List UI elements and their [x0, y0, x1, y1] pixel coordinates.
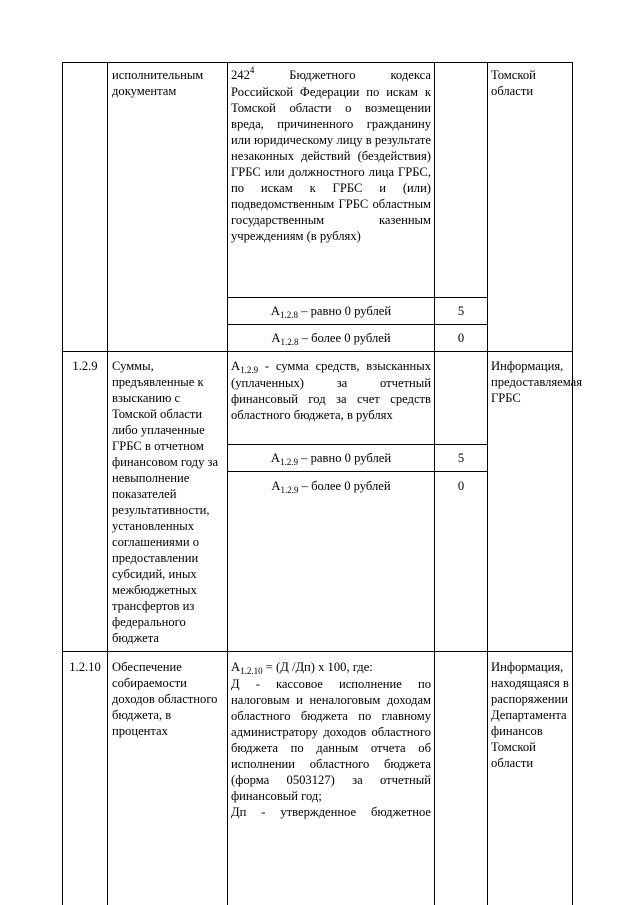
- definition-dp: Дп - утвержденное бюджетное: [231, 805, 431, 819]
- article-superscript: 4: [249, 65, 255, 75]
- article-number: 242: [231, 68, 250, 82]
- column-divider: [107, 62, 108, 905]
- indicator-name: исполнительным документам: [112, 68, 204, 98]
- score-value: 5: [457, 451, 465, 465]
- row-divider: [62, 651, 573, 652]
- score-condition: $А_{1.2.8}$ – более 0 рублей: [271, 331, 391, 347]
- row-number: 1.2.9: [72, 359, 98, 373]
- score-condition: $А_{1.2.8}$ – равно 0 рублей: [270, 304, 392, 320]
- data-source: Информация, предоставляемая ГРБС: [491, 359, 583, 405]
- data-source: Информация, находящаяся в распоряжении Департамента финансов Томской области: [491, 660, 569, 770]
- source-cell: [491, 67, 571, 99]
- score-divider: [227, 444, 487, 445]
- score-condition: $А_{1.2.9}$ – равно 0 рублей: [270, 451, 392, 467]
- indicator-name-cell: [112, 358, 224, 646]
- formula-description: Бюджетного кодекса Российской Федерации по искам к Томской области о возмещении вреда, причиненного гражданину или юридическому лицу в результате незаконных действий (бездействия) ГРБС или должностного лица ГРБС, по искам к ГРБС и (или) подведомственным ГРБС областным государственным казенным учреждениям (в рублях): [231, 68, 431, 243]
- score-divider: [227, 297, 487, 298]
- definition-d: Д - кассовое исполнение по налоговым и неналоговым доходам областного бюджета по главному администратору доходов областного бюджета по данным отчета об исполнении областного бюджета (форма 0503127) за отчетный финансовый год;: [231, 677, 431, 803]
- score-divider: [227, 471, 487, 472]
- formula-cell: $А_{1.2.9}$ - сумма средств, взысканных (уплаченных) за отчетный финансовый год за счет средств областного бюджета, в рублях: [231, 359, 431, 422]
- indicator-name-cell: [112, 659, 224, 739]
- score-value: 5: [457, 304, 465, 318]
- indicator-name: Обеспечение собираемости доходов областного бюджета, в процентах: [112, 660, 218, 738]
- indicator-name-cell: [112, 67, 224, 99]
- indicator-name: Суммы, предъявленные к взысканию с Томской области либо уплаченные ГРБС в отчетном финансовом году за невыполнение показателей результативности, установленных соглашениями о предоставлении субсидий, иных межбюджетных трансфертов из федерального бюджета: [112, 359, 219, 645]
- row-divider: [62, 351, 573, 352]
- table-border-left: [62, 62, 63, 905]
- score-value: 0: [457, 331, 465, 345]
- formula-description: - сумма средств, взысканных (уплаченных) за отчетный финансовый год за счет средств областного бюджета, в рублях: [231, 359, 431, 422]
- score-condition: $А_{1.2.9}$ – более 0 рублей: [271, 479, 391, 495]
- formula-cell: [231, 67, 431, 244]
- source-cell: [491, 358, 583, 406]
- formula-cell: [231, 659, 431, 820]
- table-border-top: [62, 62, 573, 63]
- score-value: 0: [457, 479, 465, 493]
- row-number: 1.2.10: [69, 660, 101, 674]
- table-border-right: [572, 62, 573, 905]
- data-source: Томской области: [491, 68, 536, 98]
- source-cell: [491, 659, 573, 771]
- formula-line: $А_{1.2.10} = (Д$ /Дп) х 100, где:: [231, 660, 373, 676]
- score-divider: [227, 324, 487, 325]
- column-divider: [487, 62, 488, 905]
